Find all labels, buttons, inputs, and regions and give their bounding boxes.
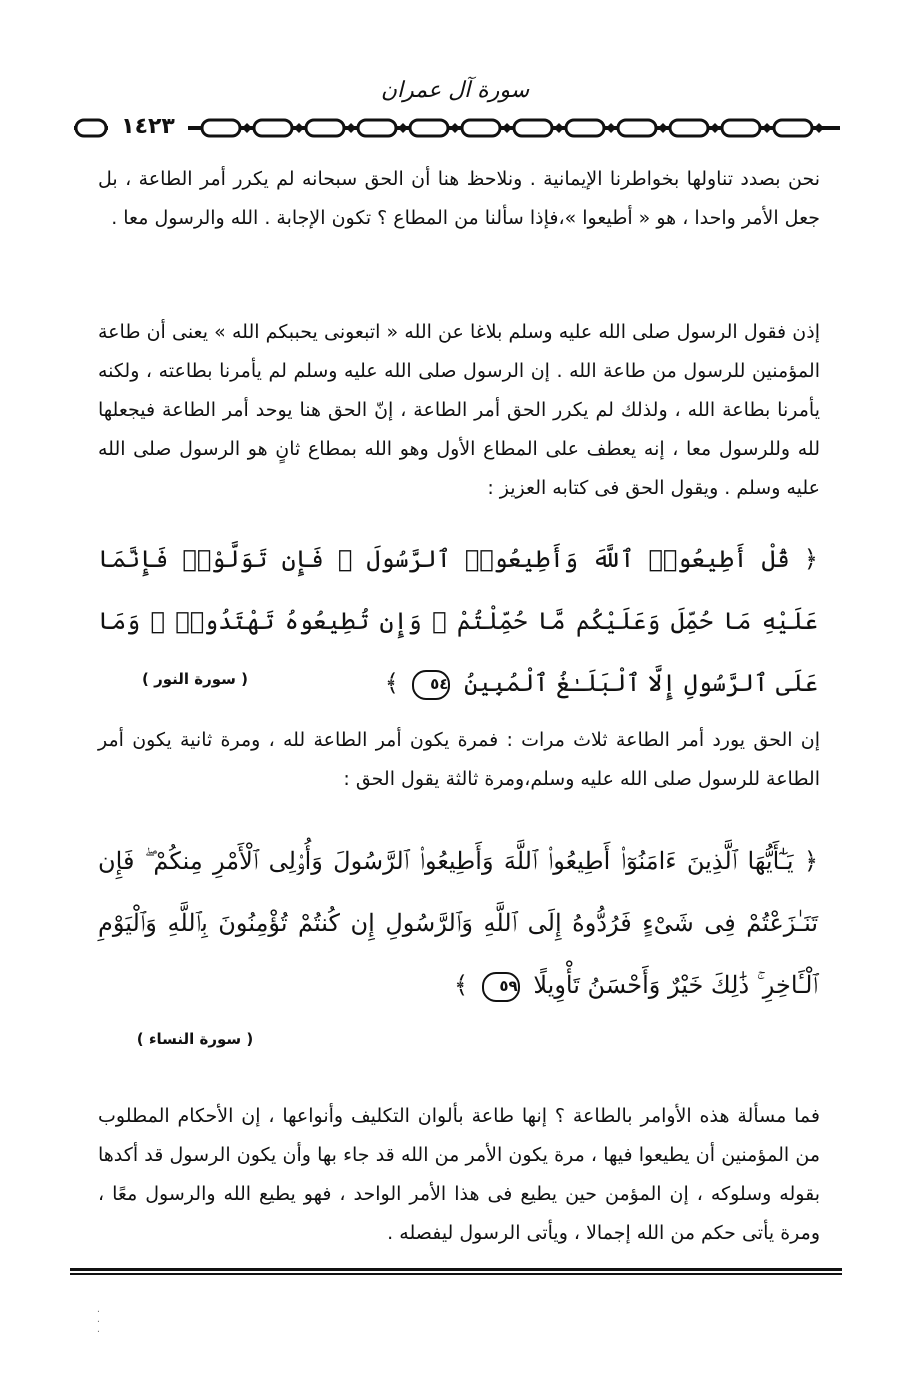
band-cell [722, 120, 760, 136]
band-diamond [242, 123, 252, 133]
band-cell [514, 120, 552, 136]
band-cell [202, 120, 240, 136]
band-cell [566, 120, 604, 136]
paragraph-3: إن الحق يورد أمر الطاعة ثلاث مرات : فمرة يكون أمر الطاعة لله ، ومرة ثانية يكون أمر الطاعة للرسول صلى الله عليه وسلم،ومرة ثالثة يقول الحق : [98, 729, 820, 790]
band-diamond [658, 123, 668, 133]
verse-1-text: قُلْ أَطِيعُوا۟ ٱللَّهَ وَأَطِيعُوا۟ ٱلرَّسُولَ ۖ فَإِن تَوَلَّوْا۟ فَإِنَّمَا عَلَيْهِ مَا حُمِّلَ وَعَلَيْكُم مَّا حُمِّلْتُمْ ۖ وَإِن تُطِيعُوهُ تَهْتَدُوا۟ ۚ وَمَا عَلَى ٱلرَّسُولِ إِلَّا ٱلْبَلَـٰغُ ٱلْمُبِينُ [98, 545, 818, 697]
band-cell [358, 120, 396, 136]
verse-2-text: يَـٰٓأَيُّهَا ٱلَّذِينَ ءَامَنُوٓا۟ أَطِيعُوا۟ ٱللَّهَ وَأَطِيعُوا۟ ٱلرَّسُولَ وَأُو۟لِى ٱلْأَمْرِ مِنكُمْ ۖ فَإِن تَنَـٰزَعْتُمْ فِى شَىْءٍ فَرُدُّوهُ إِلَى ٱللَّهِ وَٱلرَّسُولِ إِن كُنتُمْ تُؤْمِنُونَ بِٱللَّهِ وَٱلْيَوْمِ ٱلْـَٔاخِرِ ۚ ذَٰلِكَ خَيْرٌ وَأَحْسَنُ تَأْوِيلًا [98, 847, 818, 999]
paragraph-4: فما مسألة هذه الأوامر بالطاعة ؟ إنها طاعة بألوان التكليف وأنواعها ، إن الأحكام المطلوب من المؤمنين أن يطيعوا فيها ، مرة يكون الأمر من الله قد جاء بها وأن يكون الرسول قد أكدها بقوله وسلوكه ، إن المؤمن حين يطيع فى هذا الأمر الواحد ، فهو يطيع الله والرسول معًا ، ومرة يأتى حكم من الله إجمالا ، ويأتى الرسول ليفصله . [98, 1105, 820, 1244]
band-diamond [606, 123, 616, 133]
band-cell [670, 120, 708, 136]
verse-1-source: ( سورة النور ) [142, 670, 248, 688]
band-diamond [294, 123, 304, 133]
band-diamond [346, 123, 356, 133]
band-cell [76, 120, 106, 136]
verse-open-ornament: ﴿ [803, 847, 818, 875]
verse-2-source: ( سورة النساء ) [136, 1030, 254, 1048]
ayah-number-badge: ٥٤ [412, 670, 450, 700]
band-cell [254, 120, 292, 136]
band-cell [462, 120, 500, 136]
ayah-number-badge: ٥٩ [482, 972, 520, 1002]
band-diamond [502, 123, 512, 133]
band-cell [410, 120, 448, 136]
band-cell [306, 120, 344, 136]
page-specks: · · · [96, 1307, 100, 1338]
paragraph-2: إذن فقول الرسول صلى الله عليه وسلم بلاغا عن الله « اتبعونى يحببكم الله » يعنى أن طاعة المؤمنين للرسول من طاعة الله . إن الرسول صلى الله عليه وسلم لم يأمرنا بطاعته ، ولكنه يأمرنا بطاعة الله ، ولذلك لم يكرر الحق أمر الطاعة ، إنّ الحق هنا يوحد أمر الطاعة فيجعلها لله وللرسول معا ، إنه يعطف على المطاع الأول وهو الله بمطاع ثانٍ هو الرسول صلى الله عليه وسلم . ويقول الحق فى كتابه العزيز : [98, 321, 820, 499]
band-diamond [398, 123, 408, 133]
footer-rule-top [70, 1268, 842, 1271]
verse-close-ornament: ﴾ [454, 971, 469, 999]
footer-rule-bottom [70, 1273, 842, 1275]
band-diamond [450, 123, 460, 133]
band-cell [774, 120, 812, 136]
band-cell [618, 120, 656, 136]
paragraph-1: نحن بصدد تناولها بخواطرنا الإيمانية . ونلاحظ هنا أن الحق سبحانه لم يكرر أمر الطاعة ، بل جعل الأمر واحدا ، هو « أطيعوا »،فإذا سألنا من المطاع ؟ تكون الإجابة . الله والرسول معا . [98, 168, 820, 229]
band-diamond [710, 123, 720, 133]
verse-open-ornament: ﴿ [803, 545, 818, 573]
verse-2 [98, 830, 818, 1016]
band-diamond [762, 123, 772, 133]
band-diamond [814, 123, 824, 133]
surah-title: سورة آل عمران [380, 78, 530, 103]
band-diamond [554, 123, 564, 133]
page-number: ١٤٢٣ [108, 113, 188, 141]
verse-close-ornament: ﴾ [384, 669, 399, 697]
